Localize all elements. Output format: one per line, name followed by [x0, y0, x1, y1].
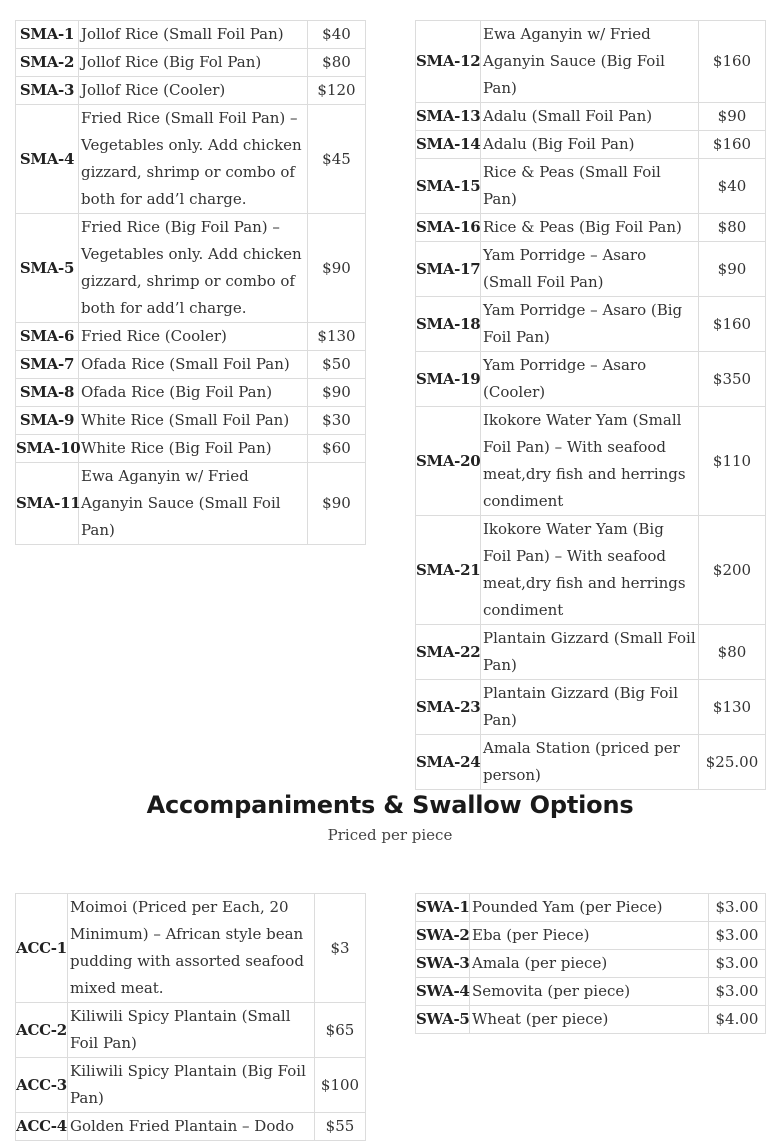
menu-row — [416, 894, 766, 922]
menu-row — [16, 351, 366, 379]
item-description: Ikokore Water Yam (Small Foil Pan) – With seafood meat,dry fish and herrings condiment — [481, 407, 699, 516]
menu-row — [16, 21, 366, 49]
small-chops-table-right — [415, 20, 766, 790]
item-price: $25.00 — [699, 735, 766, 790]
item-code: SMA-15 — [416, 159, 481, 214]
item-description: Ikokore Water Yam (Big Foil Pan) – With seafood meat,dry fish and herrings condiment — [481, 516, 699, 625]
item-description: Moimoi (Priced per Each, 20 Minimum) – African style bean pudding with assorted seafood mixed meat. — [68, 894, 315, 1003]
item-description: Ofada Rice (Small Foil Pan) — [79, 351, 308, 379]
item-code: SMA-6 — [16, 323, 79, 351]
item-code: SWA-5 — [416, 1006, 470, 1034]
item-code: SWA-1 — [416, 894, 470, 922]
item-description: Fried Rice (Cooler) — [79, 323, 308, 351]
item-price: $40 — [699, 159, 766, 214]
menu-row — [16, 323, 366, 351]
menu-row — [16, 407, 366, 435]
item-description: Semovita (per piece) — [470, 978, 709, 1006]
item-code: SWA-4 — [416, 978, 470, 1006]
menu-row — [16, 1113, 366, 1141]
item-code: ACC-4 — [16, 1113, 68, 1141]
item-price: $3.00 — [709, 950, 766, 978]
menu-row — [416, 922, 766, 950]
menu-row — [416, 950, 766, 978]
item-price: $90 — [308, 379, 366, 407]
item-price: $3.00 — [709, 922, 766, 950]
item-code: SMA-19 — [416, 352, 481, 407]
item-description: Pounded Yam (per Piece) — [470, 894, 709, 922]
item-description: Ewa Aganyin w/ Fried Aganyin Sauce (Big Foil Pan) — [481, 21, 699, 103]
menu-row — [416, 352, 766, 407]
item-description: Jollof Rice (Big Fol Pan) — [79, 49, 308, 77]
item-price: $120 — [308, 77, 366, 105]
menu-row — [416, 159, 766, 214]
menu-row — [416, 242, 766, 297]
menu-row — [416, 214, 766, 242]
item-price: $130 — [308, 323, 366, 351]
item-description: Golden Fried Plantain – Dodo — [68, 1113, 315, 1141]
item-code: SMA-20 — [416, 407, 481, 516]
item-price: $40 — [308, 21, 366, 49]
menu-row — [416, 516, 766, 625]
item-price: $90 — [308, 463, 366, 545]
item-code: ACC-2 — [16, 1003, 68, 1058]
item-description: Kiliwili Spicy Plantain (Small Foil Pan) — [68, 1003, 315, 1058]
item-code: ACC-3 — [16, 1058, 68, 1113]
item-description: White Rice (Big Foil Pan) — [79, 435, 308, 463]
item-price: $3.00 — [709, 894, 766, 922]
item-price: $60 — [308, 435, 366, 463]
item-code: SMA-3 — [16, 77, 79, 105]
section-subtitle: Priced per piece — [327, 826, 453, 844]
item-description: Amala Station (priced per person) — [481, 735, 699, 790]
item-price: $130 — [699, 680, 766, 735]
item-price: $200 — [699, 516, 766, 625]
item-code: SMA-4 — [16, 105, 79, 214]
menu-row — [416, 297, 766, 352]
item-price: $100 — [315, 1058, 366, 1113]
item-code: SMA-22 — [416, 625, 481, 680]
item-price: $3.00 — [709, 978, 766, 1006]
menu-row — [416, 1006, 766, 1034]
item-code: SMA-16 — [416, 214, 481, 242]
item-price: $80 — [308, 49, 366, 77]
item-code: SMA-8 — [16, 379, 79, 407]
menu-row — [16, 49, 366, 77]
accompaniments-table — [15, 893, 366, 1141]
item-code: SMA-21 — [416, 516, 481, 625]
item-description: Ewa Aganyin w/ Fried Aganyin Sauce (Small Foil Pan) — [79, 463, 308, 545]
item-description: Yam Porridge – Asaro (Big Foil Pan) — [481, 297, 699, 352]
item-code: SMA-10 — [16, 435, 79, 463]
item-price: $90 — [699, 242, 766, 297]
item-description: Eba (per Piece) — [470, 922, 709, 950]
item-description: Yam Porridge – Asaro (Cooler) — [481, 352, 699, 407]
item-code: SWA-2 — [416, 922, 470, 950]
swallow-table — [415, 893, 766, 1034]
item-description: White Rice (Small Foil Pan) — [79, 407, 308, 435]
menu-row — [16, 77, 366, 105]
section-title: Accompaniments & Swallow Options — [146, 791, 634, 819]
menu-row — [416, 21, 766, 103]
menu-row — [16, 435, 366, 463]
small-chops-table-left — [15, 20, 366, 545]
menu-row — [16, 379, 366, 407]
menu-row — [416, 978, 766, 1006]
item-price: $110 — [699, 407, 766, 516]
menu-row — [16, 1003, 366, 1058]
item-description: Yam Porridge – Asaro (Small Foil Pan) — [481, 242, 699, 297]
item-description: Jollof Rice (Cooler) — [79, 77, 308, 105]
item-code: SMA-2 — [16, 49, 79, 77]
item-price: $160 — [699, 21, 766, 103]
item-code: SMA-1 — [16, 21, 79, 49]
menu-row — [416, 131, 766, 159]
item-price: $65 — [315, 1003, 366, 1058]
item-code: SMA-7 — [16, 351, 79, 379]
item-description: Wheat (per piece) — [470, 1006, 709, 1034]
item-price: $45 — [308, 105, 366, 214]
item-price: $4.00 — [709, 1006, 766, 1034]
item-description: Rice & Peas (Small Foil Pan) — [481, 159, 699, 214]
item-description: Amala (per piece) — [470, 950, 709, 978]
item-code: SMA-24 — [416, 735, 481, 790]
item-description: Fried Rice (Big Foil Pan) – Vegetables only. Add chicken gizzard, shrimp or combo of both for add’l charge. — [79, 214, 308, 323]
menu-row — [416, 735, 766, 790]
item-price: $160 — [699, 131, 766, 159]
item-code: SMA-11 — [16, 463, 79, 545]
menu-row — [416, 407, 766, 516]
item-code: SMA-18 — [416, 297, 481, 352]
item-description: Plantain Gizzard (Small Foil Pan) — [481, 625, 699, 680]
menu-row — [16, 214, 366, 323]
menu-row — [16, 105, 366, 214]
item-description: Adalu (Small Foil Pan) — [481, 103, 699, 131]
item-code: SWA-3 — [416, 950, 470, 978]
item-description: Adalu (Big Foil Pan) — [481, 131, 699, 159]
item-price: $55 — [315, 1113, 366, 1141]
item-code: SMA-5 — [16, 214, 79, 323]
item-description: Jollof Rice (Small Foil Pan) — [79, 21, 308, 49]
item-price: $50 — [308, 351, 366, 379]
item-code: SMA-14 — [416, 131, 481, 159]
item-description: Kiliwili Spicy Plantain (Big Foil Pan) — [68, 1058, 315, 1113]
item-price: $90 — [308, 214, 366, 323]
menu-row — [416, 625, 766, 680]
item-price: $80 — [699, 214, 766, 242]
item-price: $3 — [315, 894, 366, 1003]
item-description: Fried Rice (Small Foil Pan) – Vegetables only. Add chicken gizzard, shrimp or combo of both for add’l charge. — [79, 105, 308, 214]
item-code: SMA-9 — [16, 407, 79, 435]
item-code: SMA-23 — [416, 680, 481, 735]
item-price: $80 — [699, 625, 766, 680]
item-code: SMA-13 — [416, 103, 481, 131]
item-price: $30 — [308, 407, 366, 435]
item-code: SMA-17 — [416, 242, 481, 297]
menu-row — [16, 463, 366, 545]
item-description: Rice & Peas (Big Foil Pan) — [481, 214, 699, 242]
item-description: Ofada Rice (Big Foil Pan) — [79, 379, 308, 407]
menu-row — [416, 103, 766, 131]
item-price: $160 — [699, 297, 766, 352]
item-price: $350 — [699, 352, 766, 407]
menu-row — [416, 680, 766, 735]
item-description: Plantain Gizzard (Big Foil Pan) — [481, 680, 699, 735]
menu-row — [16, 894, 366, 1003]
menu-row — [16, 1058, 366, 1113]
item-price: $90 — [699, 103, 766, 131]
item-code: SMA-12 — [416, 21, 481, 103]
item-code: ACC-1 — [16, 894, 68, 1003]
